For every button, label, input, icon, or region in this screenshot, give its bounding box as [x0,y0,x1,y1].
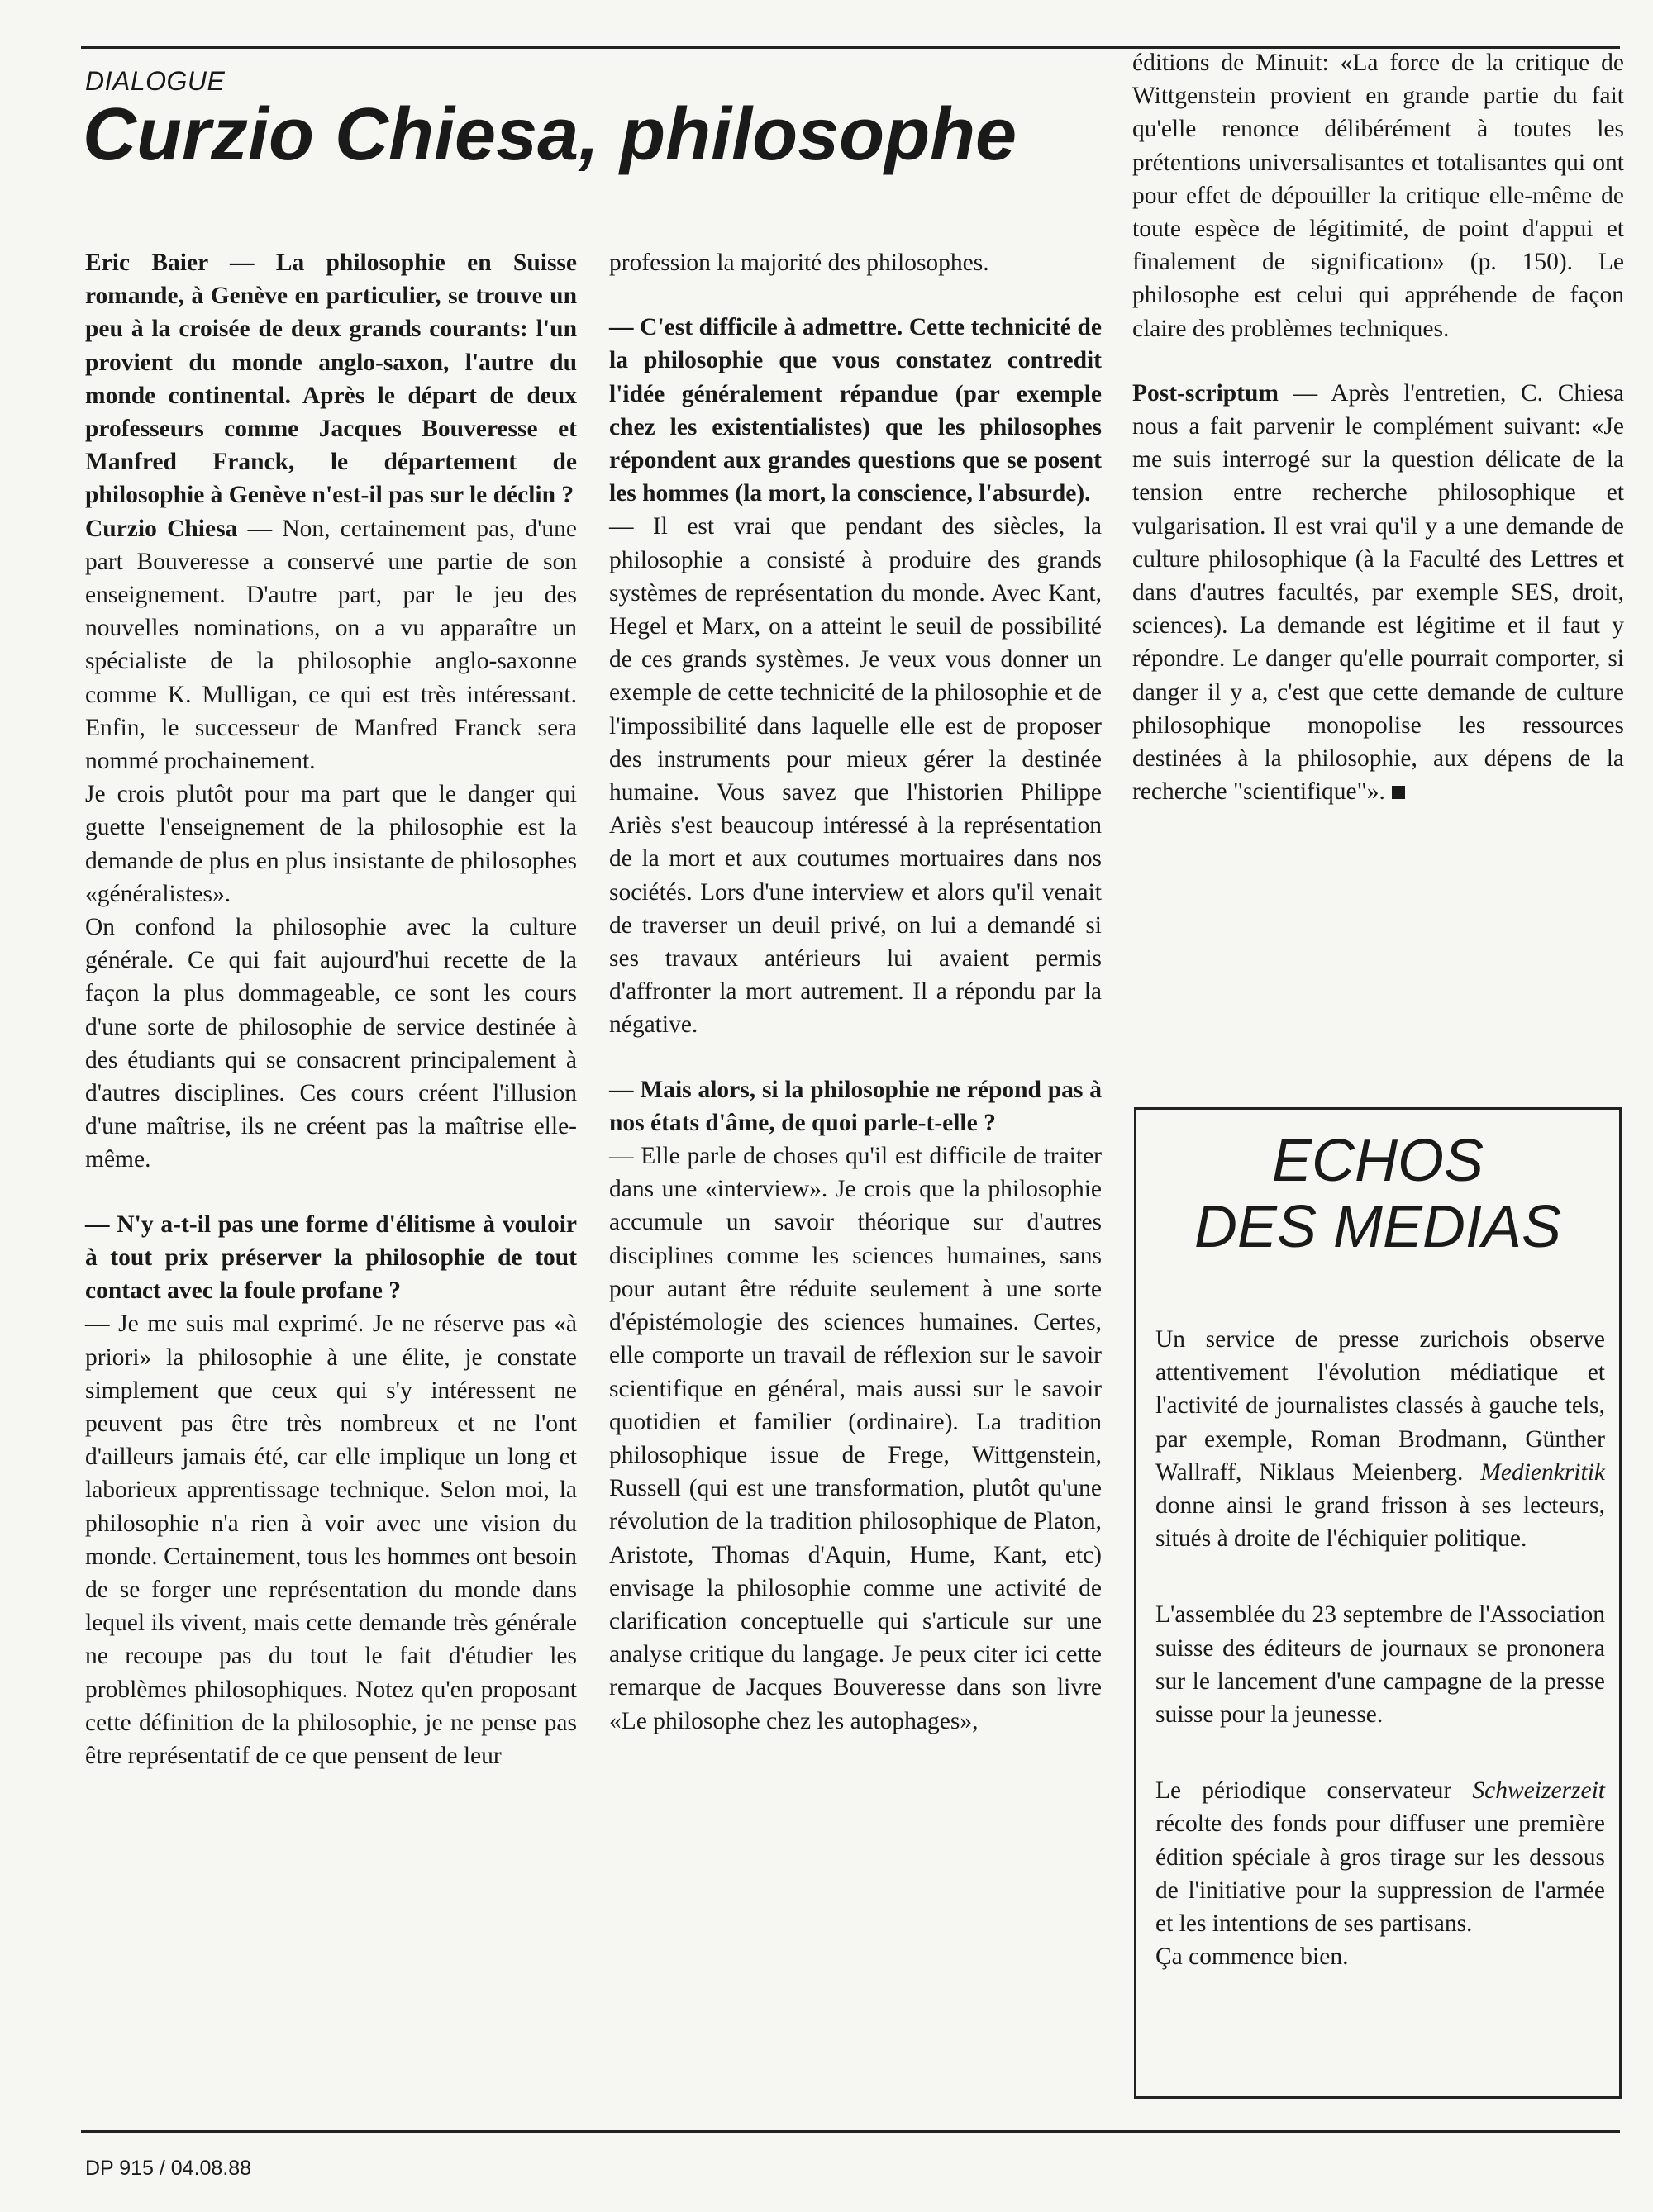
echos-item-3-text-end: récolte des fonds pour diffuser une première édition spéciale à gros tirage sur les dessous de l'initiative pour la suppression de l'armée et les intentions de ses partisans. [1155,1810,1605,1938]
article-column-1 [85,246,577,1772]
section-kicker: DIALOGUE [85,66,226,96]
publication-name: Medienkritik [1480,1458,1605,1486]
echos-item-3 [1155,1774,1605,1940]
echos-item-2: L'assemblée du 23 septembre de l'Association suisse des éditeurs de journaux se prononera sur le lancement d'une campagne de la presse suisse pour la jeunesse. [1155,1601,1605,1729]
answer-4: — Elle parle de choses qu'il est difficile de traiter dans une «interview». Je crois que la philosophie accumule un savoir théorique sur d'autres disciplines comme les sciences humaines, sans pour autant être réduite seulement à une sorte d'épistémologie des sciences humaines. Certes, elle comporte un travail de réflexion sur le savoir scientifique en général, mais aussi sur le savoir quotidien et familier (ordinaire). La tradition philosophique issue de Frege, Wittgenstein, Russell (qui est une transformation, plutôt qu'une révolution de la tradition philosophique de Platon, Aristote, Thomas d'Aquin, Hume, Kant, etc) envisage la philosophie comme une activité de clarification conceptuelle qui s'articule sur une analyse critique du langage. Je peux citer ici cette remarque de Jacques Bouveresse dans son livre «Le philosophe chez les autophages», [609,1143,1102,1734]
echos-item-1-text-end: donne ainsi le grand frisson à ses lecteurs, situés à droite de l'échiquier politique. [1155,1492,1605,1553]
echos-item-1 [1155,1323,1605,1555]
publication-name: Schweizerzeit [1472,1777,1605,1805]
echos-box-title [1136,1128,1619,1260]
issue-footer: DP 915 / 04.08.88 [85,2157,252,2180]
answer-1-paragraph-3: On confond la philosophie avec la culture générale. Ce qui fait aujourd'hui recette de la façon la plus dommageable, ce sont les cours d'une sorte de philosophie de service destinée à des étudiants qui se consacrent principalement à d'autres disciplines. Ces cours créent l'illusion d'une maîtrise, ils ne créent pas la maîtrise elle-même. [85,914,577,1173]
question-1 [85,246,577,512]
echos-title-line-2: DES MEDIAS [1193,1194,1562,1260]
end-mark-icon [1392,786,1405,799]
article-column-3 [1132,46,1624,808]
interviewee-name: Curzio Chiesa [85,515,238,542]
bottom-rule [81,2130,1620,2133]
answer-1-paragraph-2: Je crois plutôt pour ma part que le danger qui guette l'enseignement de la philosophie est la demande de plus en plus insistante de philosophes «généralistes». [85,781,577,907]
echos-title-line-1: ECHOS [1271,1128,1484,1194]
article-column-2 [609,246,1102,1738]
answer-1-text: — Non, certainement pas, d'une part Bouveresse a conservé une partie de son enseignement. D'autre part, par le jeu des nouvelles nominations, on a vu apparaître un spécialiste de la philosophie anglo-saxonne comme K. Mulligan, ce qui est très intéressant. Enfin, le successeur de Manfred Franck sera nommé prochainement. [85,515,577,775]
post-scriptum-text: — Après l'entretien, C. Chiesa nous a fait parvenir le complément suivant: «Je me suis interrogé sur la question délicate de la tension entre recherche philosophique et vulgarisation. Il est vrai qu'il y a une demande de culture philosophique (à la Faculté des Lettres et dans d'autres facultés, par exemple SES, droit, sciences). La demande est légitime et il faut y répondre. Le danger qu'elle pourrait comporter, si danger il y a, c'est que cette demande de culture philosophique monopolise les ressources destinées à la philosophie, aux dépens de la recherche "scientifique"». [1132,379,1624,806]
interviewer-name: Eric Baier — [85,250,276,276]
echos-item-3-text: Le périodique conservateur [1155,1777,1473,1805]
echos-closing-line: Ça commence bien. [1155,1943,1349,1971]
answer-3: — Il est vrai que pendant des siècles, la philosophie a consisté à produire des grands systèmes de représentation du monde. Avec Kant, Hegel et Marx, on a atteint le seuil de possibilité de ces grands systèmes. Je veux vous donner un exemple de cette technicité de la philosophie et de l'impossibilité dans laquelle elle est de proposer des instruments pour mieux gérer la destinée humaine. Vous savez que l'historien Philippe Ariès s'est beaucoup intéressé à la représentation de la mort et aux coutumes mortuaires dans nos sociétés. Lors d'une interview et alors qu'il venait de traverser un deuil privé, on lui a demandé si ses travaux antérieurs lui avaient permis d'affronter la mort autrement. Il a répondu par la négative. [609,513,1102,1039]
question-4: — Mais alors, si la philosophie ne répond pas à nos états d'âme, de quoi parle-t-elle ? [609,1076,1102,1136]
question-2: — N'y a-t-il pas une forme d'élitisme à vouloir à tout prix préserver la philosophie de tout contact avec la foule profane ? [85,1211,577,1305]
answer-2-continued: profession la majorité des philosophes. [609,250,989,276]
question-1-text: La philosophie en Suisse romande, à Genève en particulier, se trouve un peu à la croisée de deux grands courants: l'un provient du monde anglo-saxon, l'autre du monde continental. Après le départ de deux professeurs comme Jacques Bouveresse et Manfred Franck, le département de philosophie à Genève n'est-il pas sur le déclin ? [85,250,577,509]
post-scriptum [1132,377,1624,809]
answer-1 [85,512,577,778]
answer-4-continued: éditions de Minuit: «La force de la critique de Wittgenstein provient en grande partie du fait qu'elle renonce délibérément à toutes les prétentions universalisantes et totalisantes qui ont pour effet de dépouiller la critique elle-même de toute espèce de légitimité, de point d'appui et finalement de signification» (p. 150). Le philosophe est celui qui appréhende de façon claire des problèmes techniques. [1132,50,1624,342]
echos-item-1-text: Un service de presse zurichois observe attentivement l'évolution médiatique et l'activité de journalistes classés à gauche tels, par exemple, Roman Brodmann, Günther Wallraff, Niklaus Meienberg. [1155,1326,1605,1486]
question-3: — C'est difficile à admettre. Cette technicité de la philosophie que vous constatez contredit l'idée généralement répandue (par exemple chez les existentialistes) que les philosophes répondent aux grandes questions que se posent les hommes (la mort, la conscience, l'absurde). [609,314,1102,507]
echos-des-medias-box [1134,1107,1622,2099]
post-scriptum-label: Post-scriptum [1132,379,1279,407]
echos-box-body [1155,1323,1605,1973]
answer-2: — Je me suis mal exprimé. Je ne réserve pas «à priori» la philosophie à une élite, je constate simplement que ceux qui s'y intéressent ne peuvent pas être très nombreux et ne l'ont d'ailleurs jamais été, car elle implique un long et laborieux apprentissage technique. Selon moi, la philosophie n'a rien à voir avec une vision du monde. Certainement, tous les hommes ont besoin de se forger une représentation du monde dans lequel ils vivent, mais cette demande très générale ne recoupe pas du tout le fait d'étudier les problèmes philosophiques. Notez qu'en proposant cette définition de la philosophie, je ne pense pas être représentatif de ce que pensent de leur [85,1311,577,1769]
article-title: Curzio Chiesa, philosophe [83,93,1017,176]
